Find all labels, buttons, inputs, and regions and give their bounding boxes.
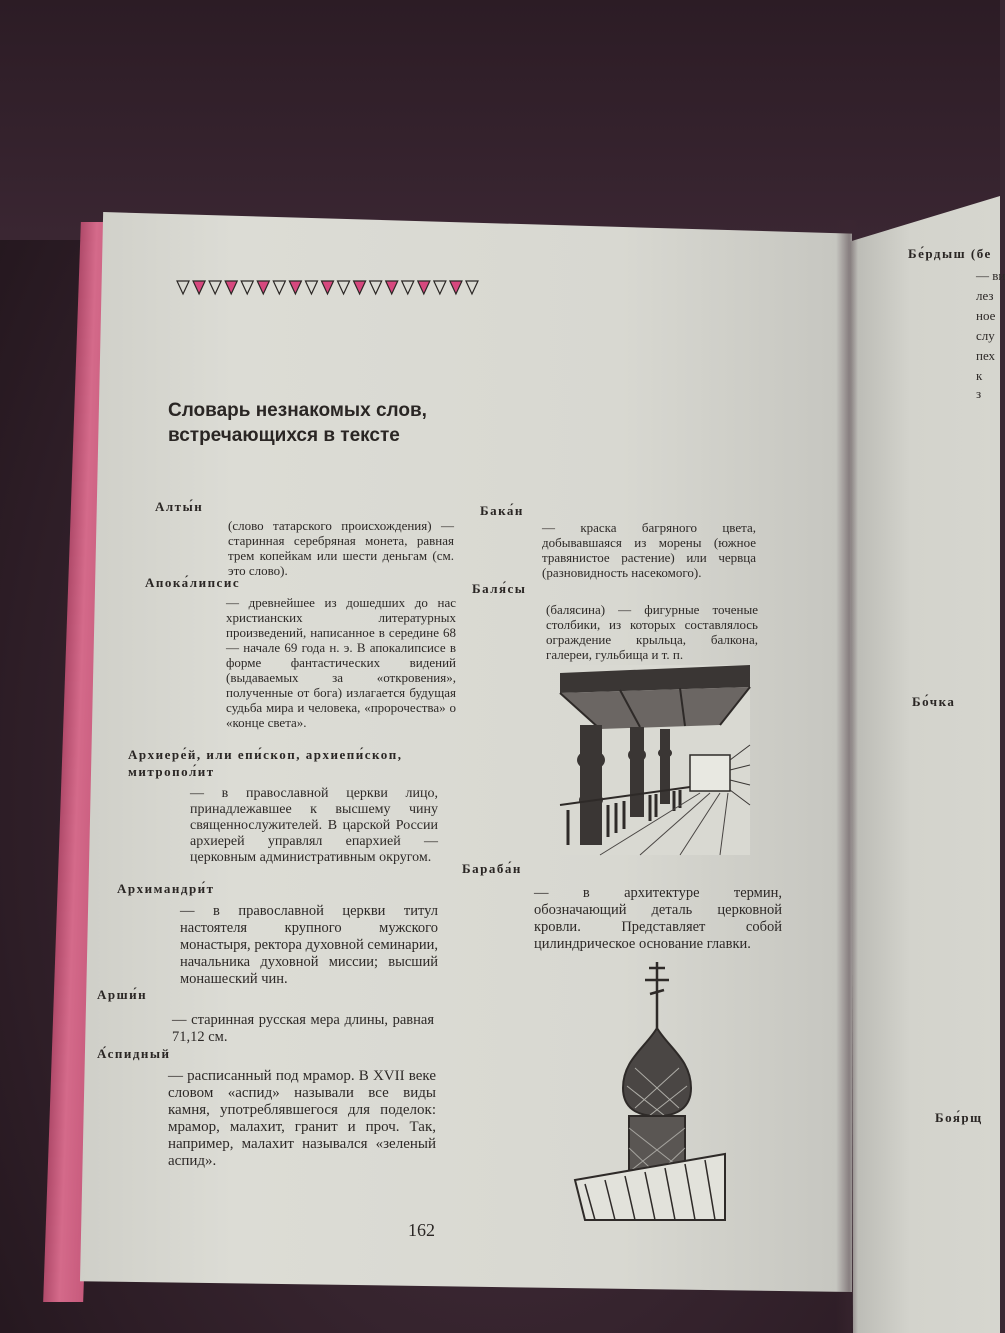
entry-head-balyasy: Баля́сы <box>472 581 527 596</box>
entry-text-bakan: — краска багряного цвета, добывавшаяся из морены (южное травянистое растение) или червца (разновидность насекомого). <box>542 520 756 580</box>
entry-head-altyn: Алты́н <box>155 499 204 514</box>
entry-text-archbishop: — в православной церкви лицо, принадлежавшее к высшему чину священнослужителей. В царской России архиерей управлял епархией — церковным административным округом. <box>190 786 438 865</box>
next-page-line: пех <box>976 348 996 363</box>
entry-head-archbishop <box>128 746 403 780</box>
ornament-triangle <box>450 281 462 294</box>
next-page-head-boyarshchina: Боя́рщ <box>935 1110 983 1125</box>
ornament-triangle <box>273 281 285 294</box>
page-title <box>168 398 548 448</box>
ornament-triangle <box>386 281 398 294</box>
ornament-triangle <box>321 281 333 294</box>
next-page-line: слу <box>976 328 995 343</box>
ornament-triangle <box>434 281 446 294</box>
entry-head-aspidny: А́спидный <box>97 1046 171 1061</box>
right-page <box>850 196 1000 1333</box>
entry-text-aspidny: — расписанный под мрамор. В XVII веке словом «аспид» называли все виды камня, употреблявшегося для поделок: мрамор, малахит, гранит и проч. Так, например, малахит назывался «зеленый аспид». <box>168 1068 436 1169</box>
ornament-triangle <box>241 281 253 294</box>
entry-head-archbishop-line2: митропол́ит <box>128 764 215 779</box>
next-page-line: лез <box>976 288 994 303</box>
ornament-triangle <box>257 281 269 294</box>
entry-head-archbishop-line1: Архиере́й, или епи́скоп, архиепи́скоп, <box>128 747 403 762</box>
ornament-triangle <box>209 281 221 294</box>
entry-head-baraban: Бараба́н <box>462 861 522 876</box>
next-page-line: ное <box>976 308 996 323</box>
entry-text-arshin: — старинная русская мера длины, равная 71,12 см. <box>172 1012 434 1045</box>
ornament-triangle <box>305 281 317 294</box>
entry-head-arshin: Арши́н <box>97 987 148 1002</box>
ornament-band <box>175 280 480 296</box>
drum-illustration <box>575 958 725 1220</box>
entry-text-altyn: (слово татарского происхождения) — старинная серебряная монета, равная трем копейкам или шести деньгам (см. это слово). <box>228 518 454 578</box>
entry-text-baraban: — в архитектуре термин, обозначающий деталь церковной кровли. Представляет собой цилиндрическое основание главки. <box>534 885 782 952</box>
next-page-line: з <box>976 386 982 401</box>
entry-head-bakan: Бака́н <box>480 503 524 518</box>
ornament-triangle <box>338 281 350 294</box>
ornament-triangle <box>466 281 478 294</box>
ornament-triangle <box>354 281 366 294</box>
next-page-line: — ви <box>976 268 1005 283</box>
ornament-triangle <box>370 281 382 294</box>
balusters-illustration <box>560 665 750 855</box>
table-surface <box>0 0 1000 240</box>
title-line-2: встречающихся в тексте <box>168 425 400 446</box>
next-page-head-bochka: Бо́чка <box>912 694 956 709</box>
page-number: 162 <box>408 1220 435 1240</box>
ornament-triangle <box>177 281 189 294</box>
ornament-triangle <box>193 281 205 294</box>
entry-text-archimandrite: — в православной церкви титул настоятеля крупного мужского монастыря, ректора духовной семинарии, начальника духовной миссии; высший монашеский чин. <box>180 903 438 987</box>
ornament-triangle <box>402 281 414 294</box>
entry-head-archimandrite: Архимандри́т <box>117 881 215 896</box>
entry-text-apocalypse: — древнейшее из дошедших до нас христианских литературных произведений, написанное в середине 68 — начале 69 года н. э. В апокалипсисе в форме фантастических видений (выдаваемых за «откровения», полученные от бога) излагается будущая судьба мира и человека, «пророчества» о «конце света». <box>226 595 456 730</box>
entry-head-apocalypse: Апока́липсис <box>145 575 241 590</box>
ornament-triangle <box>225 281 237 294</box>
ornament-triangle <box>289 281 301 294</box>
next-page-line: к <box>976 368 983 383</box>
title-line-1: Словарь незнакомых слов, <box>168 400 427 421</box>
next-page-head-berdysh: Бе́рдыш (бе <box>908 246 992 261</box>
book-gutter <box>836 220 858 1333</box>
ornament-triangle <box>418 281 430 294</box>
entry-text-balyasy: (балясина) — фигурные точеные столбики, из которых составлялось ограждение крыльца, балкона, галереи, гульбища и т. п. <box>546 602 758 662</box>
